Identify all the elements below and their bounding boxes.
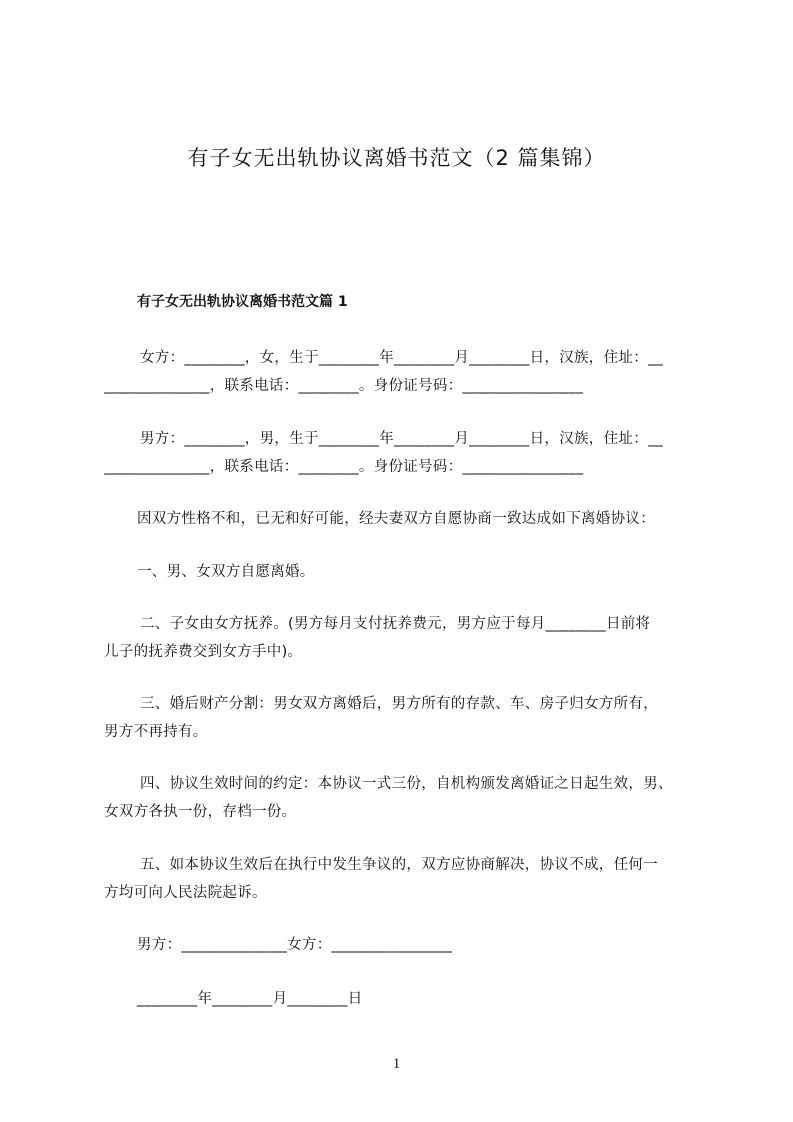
- clause-2-line-2: 儿子的抚养费交到女方手中)。: [104, 644, 303, 660]
- clause-4-line-1: 四、协议生效时间的约定：本协议一式三份，自机构颁发离婚证之日起生效，男、: [140, 776, 673, 792]
- clause-5-line-2: 方均可向人民法院起诉。: [104, 885, 267, 901]
- clause-3-line-2: 男方不再持有。: [104, 724, 208, 740]
- clause-2-line-1: 二、子女由女方抚养。(男方每月支付抚养费元，男方应于每月________日前将: [140, 616, 651, 632]
- date-line: ________年________月________日: [137, 991, 363, 1007]
- clause-4-line-2: 女双方各执一份，存档一份。: [104, 804, 297, 820]
- clause-1-line: 一、男、女双方自愿离婚。: [137, 564, 315, 580]
- document-title: 有子女无出轨协议离婚书范文（2 篇集锦）: [187, 146, 606, 170]
- page-number: 1: [392, 1056, 401, 1072]
- male-party-line-1: 男方：________，男，生于________年________月________日，汉族，住址：__: [140, 431, 664, 447]
- clause-3-line-1: 三、婚后财产分割：男女双方离婚后，男方所有的存款、车、房子归女方所有，: [140, 696, 658, 712]
- male-party-line-2: ______________，联系电话：________。身份证号码：________________: [104, 459, 584, 475]
- clause-5-line-1: 五、如本协议生效后在执行中发生争议的，双方应协商解决，协议不成，任何一: [140, 857, 658, 873]
- female-party-line-2: ______________，联系电话：________。身份证号码：________________: [104, 378, 584, 394]
- female-party-line-1: 女方：________，女，生于________年________月________日，汉族，住址：__: [140, 350, 664, 366]
- signature-line: 男方：______________女方：________________: [137, 937, 453, 953]
- preamble-line: 因双方性格不和，已无和好可能，经夫妻双方自愿协商一致达成如下离婚协议：: [137, 511, 655, 527]
- section-heading: 有子女无出轨协议离婚书范文篇 1: [137, 294, 348, 310]
